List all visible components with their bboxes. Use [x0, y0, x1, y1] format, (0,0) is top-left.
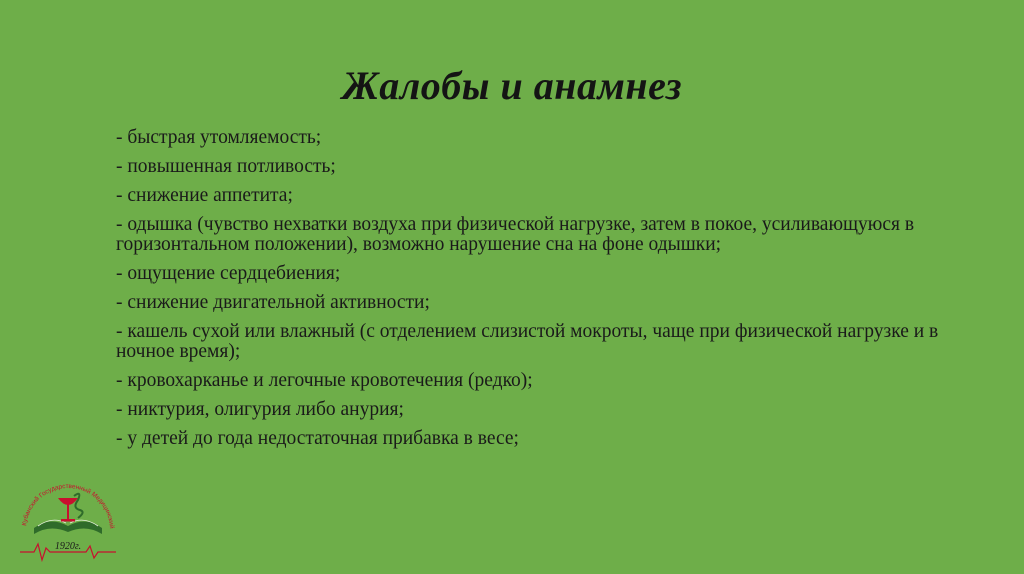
list-item: - у детей до года недостаточная прибавка в весе; [116, 428, 519, 449]
complaint-list [116, 128, 996, 458]
bowl-icon [58, 498, 78, 522]
university-logo [14, 468, 122, 568]
list-item: - ощущение сердцебиения; [116, 263, 341, 284]
list-item: - кровохарканье и легочные кровотечения (редко); [116, 370, 533, 391]
list-item: - повышенная потливость; [116, 156, 336, 177]
list-item: - одышка (чувство нехватки воздуха при физической нагрузке, затем в покое, усиливающуюся в горизонтальном положении), возможно нарушение сна на фоне одышки; [116, 214, 915, 255]
logo-year: 1920г. [54, 541, 82, 552]
list-item: - кашель сухой или влажный (с отделением слизистой мокроты, чаще при физической нагрузке и в ночное время); [116, 321, 939, 362]
logo-arc-text: Кубанский Государственный Медицинский [21, 482, 116, 529]
snake-icon [74, 494, 83, 518]
list-item: - снижение двигательной активности; [116, 292, 430, 313]
list-item: - быстрая утомляемость; [116, 127, 322, 148]
slide-title: Жалобы и анамнез [342, 63, 682, 108]
list-item: - снижение аппетита; [116, 185, 293, 206]
list-item: - никтурия, олигурия либо анурия; [116, 399, 404, 420]
book-icon [34, 520, 102, 534]
